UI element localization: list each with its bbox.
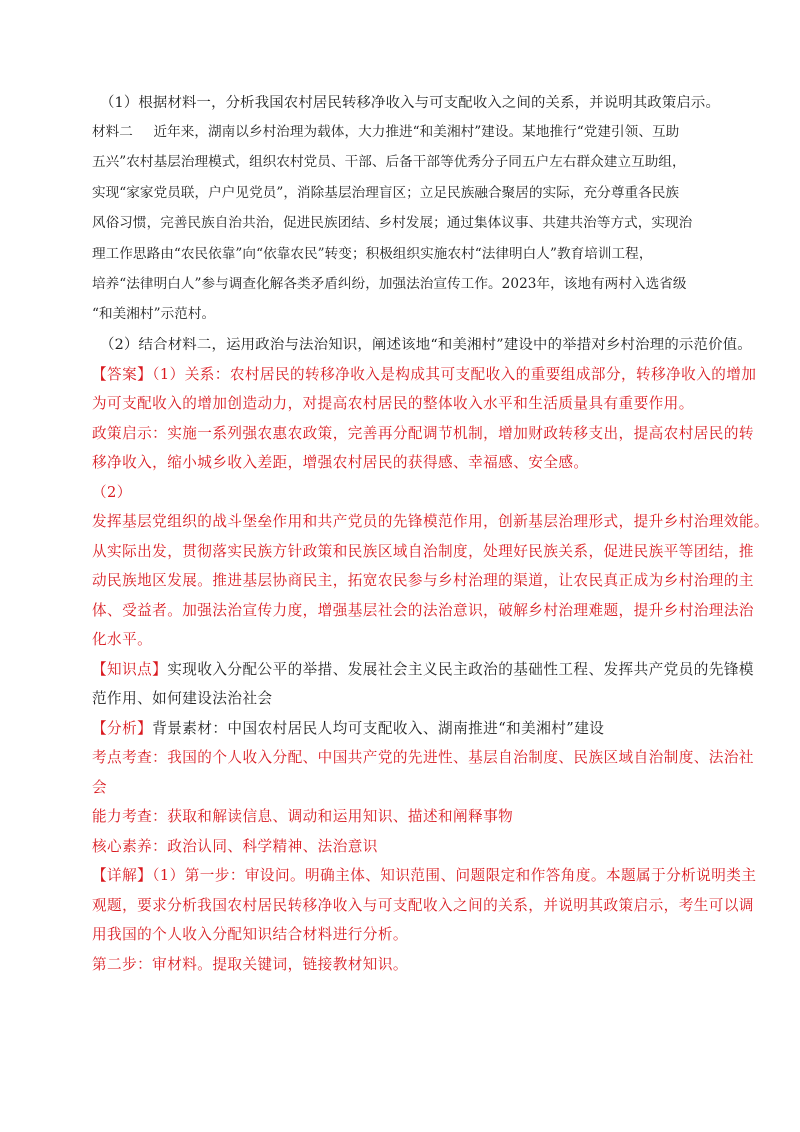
detail-line: 第二步：审材料。提取关键词，链接教材知识。 xyxy=(92,955,408,973)
detail-line: 观题，要求分析我国农村居民转移净收入与可支配收入之间的关系，并说明其政策启示，考生可以调 xyxy=(92,896,754,914)
answer-line: 政策启示：实施一系列强农惠农政策，完善再分配调节机制，增加财政转移支出，提高农村居民的转 xyxy=(92,424,754,442)
answer-tag: 【答案】 xyxy=(92,365,153,383)
knowledge-line: 【知识点】实现收入分配公平的举措、发展社会主义民主政治的基础性工程、发挥共产党员的先锋模 xyxy=(92,660,754,678)
material-2-line: 五兴”农村基层治理模式，组织农村党员、干部、后备干部等优秀分子同五户左右群众建立互助组， xyxy=(92,154,686,171)
analysis-line: 能力考查：获取和解读信息、调动和运用知识、描述和阐释事物 xyxy=(92,808,514,826)
document-page xyxy=(92,92,769,979)
detail-line: 【详解】（1）第一步：审设问。明确主体、知识范围、问题限定和作答角度。本题属于分析说明类主 xyxy=(92,867,757,885)
material-2-line: “和美湘村”示范村。 xyxy=(92,306,216,323)
answer-line: 为可支配收入的增加创造动力，对提高农村居民的整体收入水平和生活质量具有重要作用。 xyxy=(92,395,694,413)
answer-section xyxy=(92,360,769,655)
answer-line: 体、受益者。加强法治宣传力度，增强基层社会的法治意识，破解乡村治理难题，提升乡村治理法治 xyxy=(92,601,754,619)
analysis-section xyxy=(92,714,752,862)
material-2-line: 理工作思路由“农民依靠”向“依靠农民”转变；积极组织实施农村“法律明白人”教育培训工程， xyxy=(92,245,653,262)
material-2-line: 材料二 近年来，湖南以乡村治理为载体，大力推进“和美湘村”建设。某地推行“党建引领、互助 xyxy=(92,124,680,140)
material-2-line: 培养“法律明白人”参与调查化解各类矛盾纠纷，加强法治宣传工作。2023年，该地有两村入选省级 xyxy=(92,276,687,293)
analysis-line: 【分析】背景素材：中国农村居民人均可支配收入、湖南推进“和美湘村”建设 xyxy=(92,719,605,737)
answer-line: 从实际出发，贯彻落实民族方针政策和民族区域自治制度，处理好民族关系，促进民族平等团结，推 xyxy=(92,542,754,560)
analysis-line: 会 xyxy=(92,778,108,796)
answer-line: 【答案】（1）关系：农村居民的转移净收入是构成其可支配收入的重要组成部分，转移净收入的增加 xyxy=(92,365,757,383)
material-2 xyxy=(92,117,752,330)
material-2-heading: 材料二 xyxy=(92,124,133,140)
knowledge-tag: 【知识点】 xyxy=(92,660,168,678)
answer-line: （2） xyxy=(92,483,132,501)
knowledge-line: 范作用、如何建设法治社会 xyxy=(92,690,273,708)
question-2: （2）结合材料二，运用政治与法治知识，阐述该地“和美湘村”建设中的举措对乡村治理的示范价值。 xyxy=(100,336,752,353)
detail-tag: 【详解】 xyxy=(92,867,153,885)
analysis-line: 考点考查：我国的个人收入分配、中国共产党的先进性、基层自治制度、民族区域自治制度、法治社 xyxy=(92,749,754,767)
answer-line: 化水平。 xyxy=(92,631,153,649)
answer-line: 发挥基层党组织的战斗堡垒作用和共产党员的先锋模范作用，创新基层治理形式，提升乡村治理效能。 xyxy=(92,513,769,531)
detail-line: 用我国的个人收入分配知识结合材料进行分析。 xyxy=(92,926,408,944)
question-1: （1）根据材料一，分析我国农村居民转移净收入与可支配收入之间的关系，并说明其政策启示。 xyxy=(100,95,721,111)
analysis-line: 核心素养：政治认同、科学精神、法治意识 xyxy=(92,837,378,855)
answer-line: 动民族地区发展。推进基层协商民主，拓宽农民参与乡村治理的渠道，让农民真正成为乡村治理的主 xyxy=(92,572,754,590)
material-2-line: 风俗习惯，完善民族自治共治，促进民族团结、乡村发展；通过集体议事、共建共治等方式，实现治 xyxy=(92,215,693,232)
knowledge-section xyxy=(92,655,752,714)
analysis-tag: 【分析】 xyxy=(92,719,153,737)
material-2-line: 实现“家家党员联，户户见党员”，消除基层治理盲区；立足民族融合聚居的实际，充分尊重各民族 xyxy=(92,184,680,201)
detail-section xyxy=(92,861,757,979)
answer-line: 移净收入，缩小城乡收入差距，增强农村居民的获得感、幸福感、安全感。 xyxy=(92,454,589,472)
